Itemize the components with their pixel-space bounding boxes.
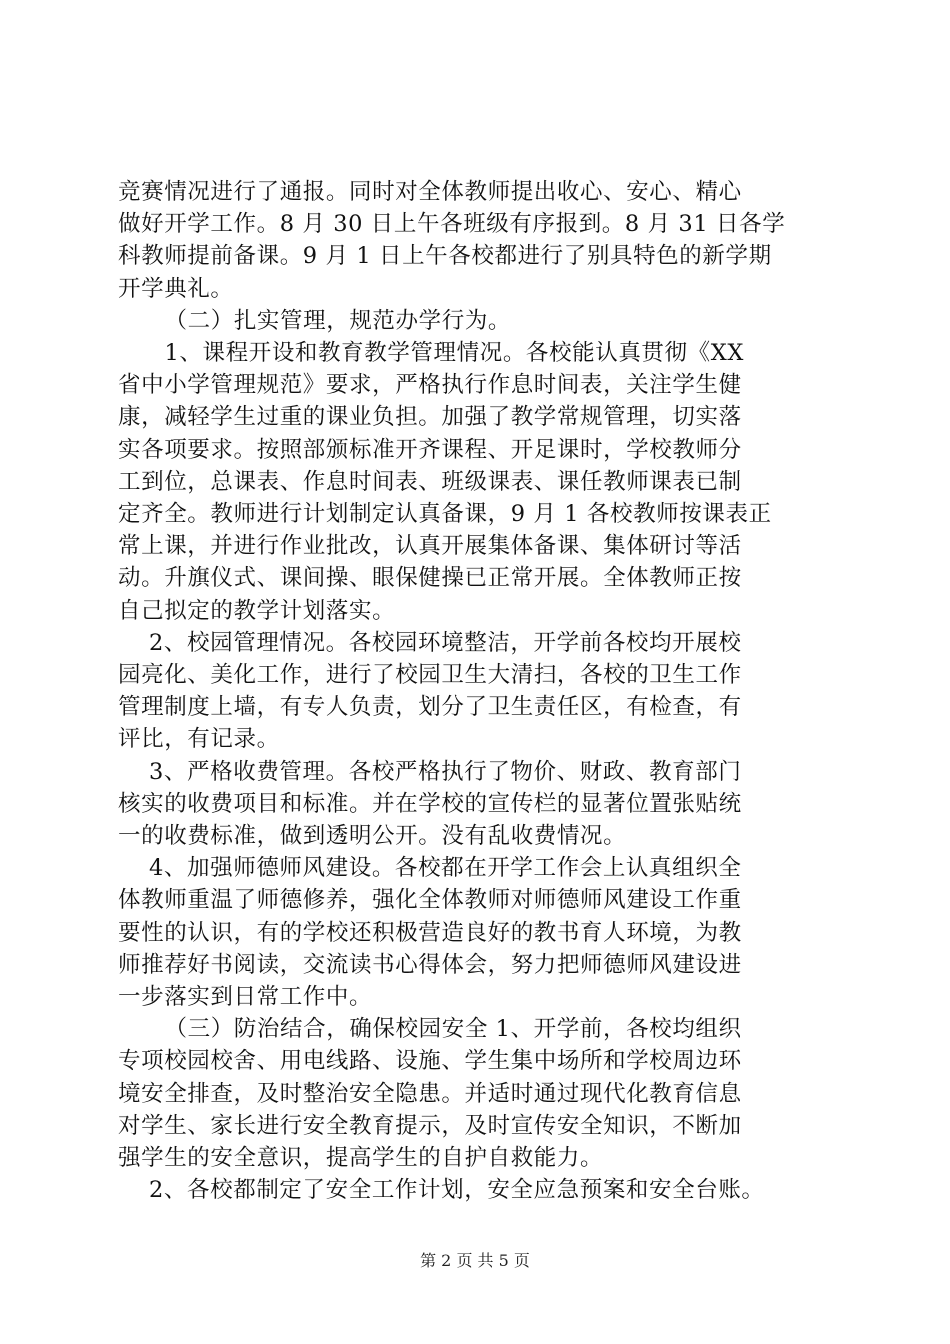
text-line: 工到位，总课表、作息时间表、班级课表、课任教师课表已制 xyxy=(118,468,742,495)
text-line: 4、加强师德师风建设。各校都在开学工作会上认真组织全 xyxy=(118,855,742,882)
document-body xyxy=(118,176,858,1207)
text-line: 要性的认识，有的学校还积极营造良好的教书育人环境，为教 xyxy=(118,919,742,946)
text-line: 省中小学管理规范》要求，严格执行作息时间表，关注学生健 xyxy=(118,372,742,399)
text-line: 2、校园管理情况。各校园环境整洁，开学前各校均开展校 xyxy=(118,629,742,656)
text-line: 管理制度上墙，有专人负责，划分了卫生责任区，有检查，有 xyxy=(118,694,742,721)
text-line: 开学典礼。 xyxy=(118,275,234,302)
text-line: 园亮化、美化工作，进行了校园卫生大清扫，各校的卫生工作 xyxy=(118,662,742,689)
text-line: 强学生的安全意识，提高学生的自护自救能力。 xyxy=(118,1145,604,1172)
text-line: 常上课，并进行作业批改，认真开展集体备课、集体研讨等活 xyxy=(118,533,742,560)
text-line: 2、各校都制定了安全工作计划，安全应急预案和安全台账。 xyxy=(118,1177,765,1204)
text-line: 一的收费标准，做到透明公开。没有乱收费情况。 xyxy=(118,823,627,850)
text-line: 竞赛情况进行了通报。同时对全体教师提出收心、安心、精心 xyxy=(118,179,742,205)
text-line: 专项校园校舍、用电线路、设施、学生集中场所和学校周边环 xyxy=(118,1048,742,1075)
text-line: 境安全排查，及时整治安全隐患。并适时通过现代化教育信息 xyxy=(118,1080,742,1107)
text-line: 评比，有记录。 xyxy=(118,726,280,753)
text-line: 实各项要求。按照部颁标准开齐课程、开足课时，学校教师分 xyxy=(118,436,742,463)
text-line: 对学生、家长进行安全教育提示，及时宣传安全知识，不断加 xyxy=(118,1112,742,1139)
text-line: 动。升旗仪式、课间操、眼保健操已正常开展。全体教师正按 xyxy=(118,565,742,592)
text-line: （三）防治结合，确保校园安全 1、开学前，各校均组织 xyxy=(118,1016,742,1043)
text-line: 核实的收费项目和标准。并在学校的宣传栏的显著位置张贴统 xyxy=(118,790,742,817)
page-number-footer: 第 2 页 共 5 页 xyxy=(420,1251,530,1270)
text-line: 做好开学工作。8 月 30 日上午各班级有序报到。8 月 31 日各学 xyxy=(118,211,786,238)
text-line: 师推荐好书阅读，交流读书心得体会，努力把师德师风建设进 xyxy=(118,951,742,978)
text-line: 科教师提前备课。9 月 1 日上午各校都进行了别具特色的新学期 xyxy=(118,243,772,270)
text-line: 一步落实到日常工作中。 xyxy=(118,984,373,1011)
text-line: 1、课程开设和教育教学管理情况。各校能认真贯彻《XX xyxy=(118,340,744,367)
text-line: （二）扎实管理，规范办学行为。 xyxy=(118,307,512,334)
text-line: 体教师重温了师德修养，强化全体教师对师德师风建设工作重 xyxy=(118,887,742,914)
text-line: 3、严格收费管理。各校严格执行了物价、财政、教育部门 xyxy=(118,758,742,785)
text-line: 自己拟定的教学计划落实。 xyxy=(118,597,396,624)
text-line: 康，减轻学生过重的课业负担。加强了教学常规管理，切实落 xyxy=(118,404,742,431)
text-line: 定齐全。教师进行计划制定认真备课，9 月 1 各校教师按课表正 xyxy=(118,501,772,528)
